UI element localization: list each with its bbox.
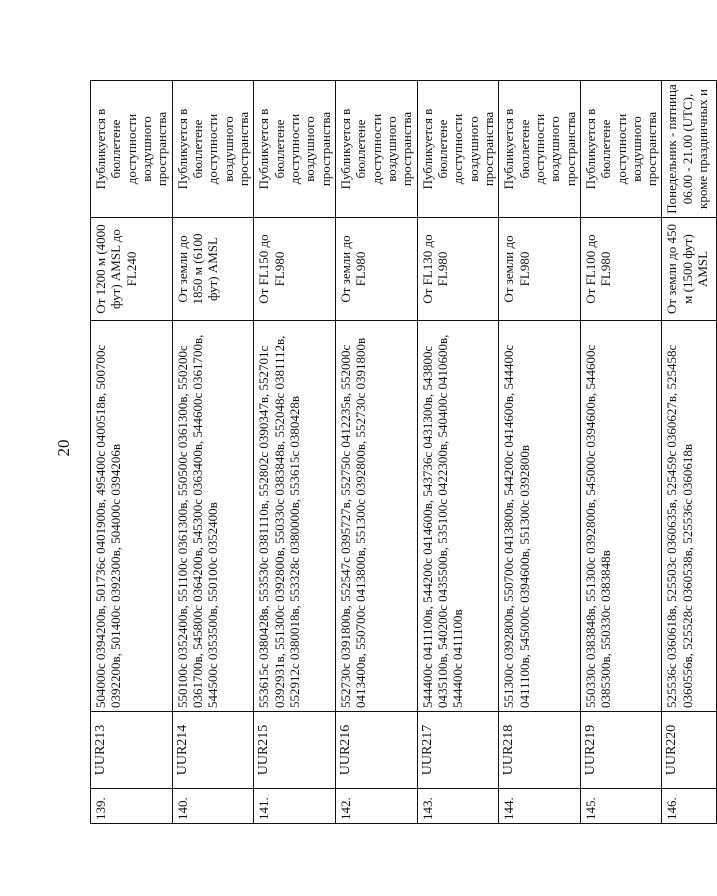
- zone-identifier: UUR215: [254, 712, 336, 789]
- table-row: [91, 81, 173, 824]
- table-row: [499, 81, 581, 824]
- zone-activation-note: Понедельник - пятница 06.00 - 21.00 (UTC), кроме праздничных и: [662, 81, 717, 218]
- zone-altitude-limits: От FL100 до FL980: [580, 218, 662, 321]
- zone-altitude-limits: От земли до FL980: [335, 218, 417, 321]
- row-number: 139.: [91, 789, 173, 824]
- zone-identifier: UUR217: [417, 712, 499, 789]
- zone-identifier: UUR219: [580, 712, 662, 789]
- zone-altitude-limits: От FL130 до FL980: [417, 218, 499, 321]
- zone-altitude-limits: От земли до FL980: [499, 218, 581, 321]
- zone-coordinates: 544400с 0411100в, 544200с 0414600в, 543736с 0431300в, 543800с 0435100в, 540200с 0435500в, 535100с 0422300в, 540400с 0410600в, 544400с 0411100в: [417, 321, 499, 712]
- zone-activation-note: Публикуется в бюллетене доступности воздушного пространства: [499, 81, 581, 218]
- zone-coordinates: 552730с 0391800в, 552547с 0395727в, 552750с 0412235в, 552000с 0413400в, 550700с 0413800в, 551300с 0392800в, 552730с 0391800в: [335, 321, 417, 712]
- zone-identifier: UUR220: [662, 712, 717, 789]
- table-row: [417, 81, 499, 824]
- row-number: 144.: [499, 789, 581, 824]
- zone-identifier: UUR218: [499, 712, 581, 789]
- zone-activation-note: Публикуется в бюллетене доступности воздушного пространства: [335, 81, 417, 218]
- zone-coordinates: 550100с 0352400в, 551100с 0361300в, 550500с 0361300в, 550200с 0361700в, 545800с 0364200в, 545300с 0363400в, 544600с 0361700в, 544500с 0353500в, 550100с 0352400в: [172, 321, 254, 712]
- table-row: [335, 81, 417, 824]
- zone-activation-note: Публикуется в бюллетене доступности воздушного пространства: [580, 81, 662, 218]
- zone-identifier: UUR214: [172, 712, 254, 789]
- zone-activation-note: Публикуется в бюллетене доступности воздушного пространства: [91, 81, 173, 218]
- airspace-zones-table: [90, 80, 717, 824]
- zone-altitude-limits: От FL150 до FL980: [254, 218, 336, 321]
- zone-identifier: UUR213: [91, 712, 173, 789]
- rotated-page-content: [90, 84, 711, 824]
- zone-coordinates: 550330с 0383848в, 551300с 0392800в, 545000с 0394600в, 544600с 0385300в, 550330с 0383848в: [580, 321, 662, 712]
- page-number: 20: [54, 439, 73, 457]
- zone-identifier: UUR216: [335, 712, 417, 789]
- table-row: [254, 81, 336, 824]
- zone-coordinates: 553615с 0380428в, 553530с 0381110в, 552802с 0390347в, 552701с 0392931в, 551300с 0392800в, 550330с 0383848в, 552048с 0381112в, 552912с 0380018в, 553328с 0380000в, 553615с 0380428в: [254, 321, 336, 712]
- row-number: 143.: [417, 789, 499, 824]
- table-row: [580, 81, 662, 824]
- zone-activation-note: Публикуется в бюллетене доступности воздушного пространства: [417, 81, 499, 218]
- table-row: [662, 81, 717, 824]
- row-number: 145.: [580, 789, 662, 824]
- row-number: 141.: [254, 789, 336, 824]
- zone-altitude-limits: От 1200 м (4000 фут) AMSL до FL240: [91, 218, 173, 321]
- zone-altitude-limits: От земли до 450 м (1500 фут) AMSL: [662, 218, 717, 321]
- row-number: 146.: [662, 789, 717, 824]
- zone-activation-note: Публикуется в бюллетене доступности воздушного пространства: [172, 81, 254, 218]
- zone-activation-note: Публикуется в бюллетене доступности воздушного пространства: [254, 81, 336, 218]
- table-row: [172, 81, 254, 824]
- zone-coordinates: 551300с 0392800в, 550700с 0413800в, 544200с 0414600в, 544400с 0411100в, 545000с 0394600в, 551300с 0392800в: [499, 321, 581, 712]
- zone-altitude-limits: От земли до 1850 м (6100 фут) AMSL: [172, 218, 254, 321]
- zone-coordinates: 504000с 0394200в, 501736с 0401900в, 495400с 0400518в, 500700с 0392200в, 501400с 0392300в, 504000с 0394206в: [91, 321, 173, 712]
- row-number: 142.: [335, 789, 417, 824]
- zone-coordinates: 525536с 0360618в, 525503с 0360635в, 525459с 0360627в, 525458с 0360556в, 525528с 0360538в, 525536с 0360618в: [662, 321, 717, 712]
- row-number: 140.: [172, 789, 254, 824]
